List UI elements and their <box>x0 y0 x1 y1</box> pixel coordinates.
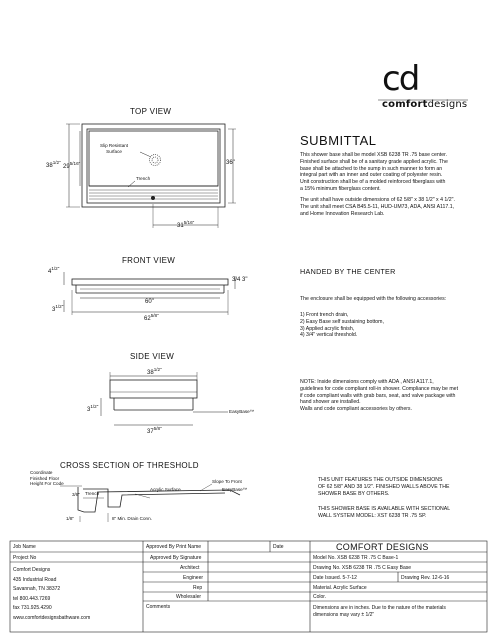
front-dim-outer <box>144 313 159 322</box>
color-field: Color. <box>313 594 327 600</box>
side-easybase-label: EasyBase™ <box>229 409 255 414</box>
features-line: OF 62 5/8" AND 38 1/2". FINISHED WALLS ABOVE THE <box>318 483 450 490</box>
top-dim-left-outer <box>46 160 61 169</box>
accessory-item: 4) 3/4" vertical threshold. <box>300 332 358 339</box>
sectional-line: THIS SHOWER BASE IS AVAILABLE WITH SECTIONAL <box>318 506 451 512</box>
accessory-item: 3) Applied acrylic finish, <box>300 325 355 332</box>
slope-label: Slope To Front <box>212 479 242 484</box>
coordinate-line-2: Finished Floor <box>30 475 60 481</box>
approved-print-label: Approved By Print Name <box>146 544 202 550</box>
front-dim-left-top-frac: 1/2" <box>51 266 60 271</box>
address-line: tel 800.443.7269 <box>13 595 51 602</box>
comments-label: Comments <box>146 604 171 610</box>
acrylic-surface-label: Acrylic Surface <box>150 487 181 492</box>
submittal-p2-line: and Home Innovation Research Lab. <box>300 210 385 217</box>
company-name: COMFORT DESIGNS <box>336 542 429 552</box>
compliance-note <box>300 379 490 413</box>
note-line: guidelines for code compliant roll-in shower. Compliance may be met <box>300 385 459 392</box>
role-rep: Rep <box>193 585 203 591</box>
dims-note-line: dimensions may vary ± 1/2" <box>313 611 375 618</box>
side-dim-left <box>87 404 98 413</box>
top-dim-left-inner-whole: 29 <box>63 164 70 170</box>
threshold-easybase-label: EasyBase™ <box>222 487 248 492</box>
front-dim-left-top-whole: 4 <box>48 269 52 275</box>
dimensions-note <box>313 605 446 618</box>
note-line: Walls and code compliant accessories by others. <box>300 406 412 413</box>
side-view-title: SIDE VIEW <box>130 352 175 361</box>
company-address <box>13 566 90 624</box>
submittal-p2-line: The unit shall meet CSA B45.5-11, HUD-UM73, ADA, ANSI A117.1, <box>300 203 455 210</box>
address-line: Savannah, TN 38372 <box>13 586 61 593</box>
front-dim-inner: 60" <box>145 299 154 305</box>
features-note <box>318 477 449 497</box>
submittal-p1-line: This shower base shall be model XSB 6238 TR .75 base center. <box>300 152 447 158</box>
threshold-dim-1-8: 1/8" <box>66 516 75 521</box>
accessory-item: 1) Front trench drain, <box>300 312 349 318</box>
top-dim-bottom <box>177 220 194 229</box>
top-dim-left-outer-frac: 1/2" <box>52 160 61 165</box>
front-dim-outer-frac: 5/8" <box>150 313 159 318</box>
company-logo <box>382 59 468 110</box>
front-dim-right-whole: 3" <box>242 277 248 283</box>
side-dim-top <box>147 367 162 376</box>
address-line: fax 731.925.4290 <box>13 605 52 612</box>
front-view-drawing <box>64 272 235 315</box>
address-line: Comfort Designs <box>13 567 51 573</box>
features-line: THIS UNIT FEATURES THE OUTSIDE DIMENSIONS <box>318 477 443 483</box>
front-dim-left-top <box>48 266 59 275</box>
project-no-label: Project No <box>13 555 37 561</box>
trench-label: Trench <box>136 176 151 181</box>
logo-monogram: cd <box>382 59 419 99</box>
handed-heading: HANDED BY THE CENTER <box>300 267 396 276</box>
slip-label-line-2: Surface <box>106 149 122 154</box>
front-view-title: FRONT VIEW <box>122 256 176 265</box>
note-line: hand shower are installed. <box>300 399 361 406</box>
submittal-p1-line: a 15% minimum fiberglass content. <box>300 185 381 192</box>
dims-note-line: Dimensions are in inches. Due to the nature of the materials <box>313 605 446 611</box>
side-view-drawing <box>101 372 228 425</box>
top-dim-bottom-whole: 31 <box>177 223 184 229</box>
slip-label-line-1: Slip Resistant <box>100 143 129 148</box>
material: Material. Acrylic Surface <box>313 585 367 591</box>
threshold-trench-label: Trench <box>85 491 100 496</box>
note-line: if code compliant walls with grab bars, seat, and valve package with <box>300 392 456 399</box>
side-dim-top-frac: 1/2" <box>153 367 162 372</box>
submittal-p1-line: Finished surface shall be of a sanitary grade applied acrylic. The <box>300 158 448 165</box>
features-line: SHOWER BASE BY OTHERS. <box>318 490 390 497</box>
side-dim-top-whole: 38 <box>147 370 154 376</box>
date-issued: Date Issued. 5-7-12 <box>313 575 357 581</box>
accessories-list <box>300 312 384 339</box>
side-dim-bottom <box>147 426 162 435</box>
top-view-drawing <box>66 124 236 228</box>
coordinate-label <box>30 470 64 487</box>
submittal-p1-line: base shall be attached to the sump in such manner to form an <box>300 165 443 172</box>
drawing-rev: Drawing Rev. 12-6-16 <box>401 575 450 581</box>
front-dim-right-frac: 3/4 <box>232 277 241 283</box>
sectional-line: WALL SYSTEM MODEL: XST 6238 TR .75 SP. <box>318 512 427 519</box>
job-name-label: Job Name <box>13 544 36 550</box>
drain-label: 8" Min. Drain Conn. <box>112 516 152 521</box>
note-line: NOTE: Inside dimensions comply with ADA , ANSI A117.1, <box>300 379 434 385</box>
submittal-p1-line: integral part with an inner and outer coating of polyester resin. <box>300 172 443 179</box>
submittal-para-1 <box>300 152 490 193</box>
website-link: www.comfortdesignsbathware.com <box>13 614 91 621</box>
front-dim-left-bottom-frac: 1/2" <box>55 304 64 309</box>
threshold-dim-3-8: 3/8" <box>72 492 81 497</box>
side-dim-bottom-frac: 5/8" <box>153 426 162 431</box>
coordinate-line-3: Height For Code <box>30 481 64 487</box>
accessories-intro: The enclosure shall be equipped with the following accessories: <box>300 296 447 302</box>
logo-name-bold: comfort <box>382 99 428 110</box>
submittal-p2-line: The unit shall have outside dimensions of 62 5/8" x 38 1/2" x 4 1/2". <box>300 197 455 203</box>
submittal-para-2 <box>300 197 490 217</box>
top-dim-left-inner-frac: 5/16" <box>69 161 81 166</box>
submittal-heading: SUBMITTAL <box>300 133 377 148</box>
role-wholesaler: Wholesaler <box>176 594 202 600</box>
address-line: 435 Industrial Road <box>13 576 57 583</box>
front-dim-left-bottom-whole: 3 <box>52 307 56 313</box>
top-dim-left-inner <box>63 161 80 170</box>
slip-resistant-label <box>100 143 128 155</box>
threshold-view-title: CROSS SECTION OF THRESHOLD <box>60 461 199 470</box>
drawing-no: Drawing No. XSB 6238 TR .75 C Easy Base <box>313 565 412 571</box>
side-dim-left-whole: 3 <box>87 407 91 413</box>
front-dim-outer-whole: 62 <box>144 316 151 322</box>
side-dim-left-frac: 1/2" <box>90 404 99 409</box>
top-dim-left-outer-whole: 38 <box>46 163 53 169</box>
front-dim-left-bottom <box>52 304 63 313</box>
date-label: Date <box>273 544 284 550</box>
top-view-title: TOP VIEW <box>130 107 172 116</box>
submittal-p1-line: Unit construction shall be of a molded reinforced fiberglass with <box>300 179 446 186</box>
role-engineer: Engineer <box>183 575 204 581</box>
front-dim-right <box>232 277 247 283</box>
top-dim-right: 36" <box>226 160 235 166</box>
side-dim-bottom-whole: 37 <box>147 429 154 435</box>
sectional-note <box>318 506 450 520</box>
role-architect: Architect <box>180 565 200 571</box>
model-no: Model No. XSB 6238 TR .75 C Base-1 <box>313 555 399 561</box>
approved-signature-label: Approved By Signature <box>150 555 202 561</box>
accessory-item: 2) Easy Base self sustaining bottom, <box>300 318 384 325</box>
coordinate-line-1: Coordinate <box>30 470 53 475</box>
top-dim-bottom-frac: 5/16" <box>183 220 195 225</box>
logo-name-light: designs <box>427 99 468 110</box>
logo-wordmark <box>382 99 467 110</box>
